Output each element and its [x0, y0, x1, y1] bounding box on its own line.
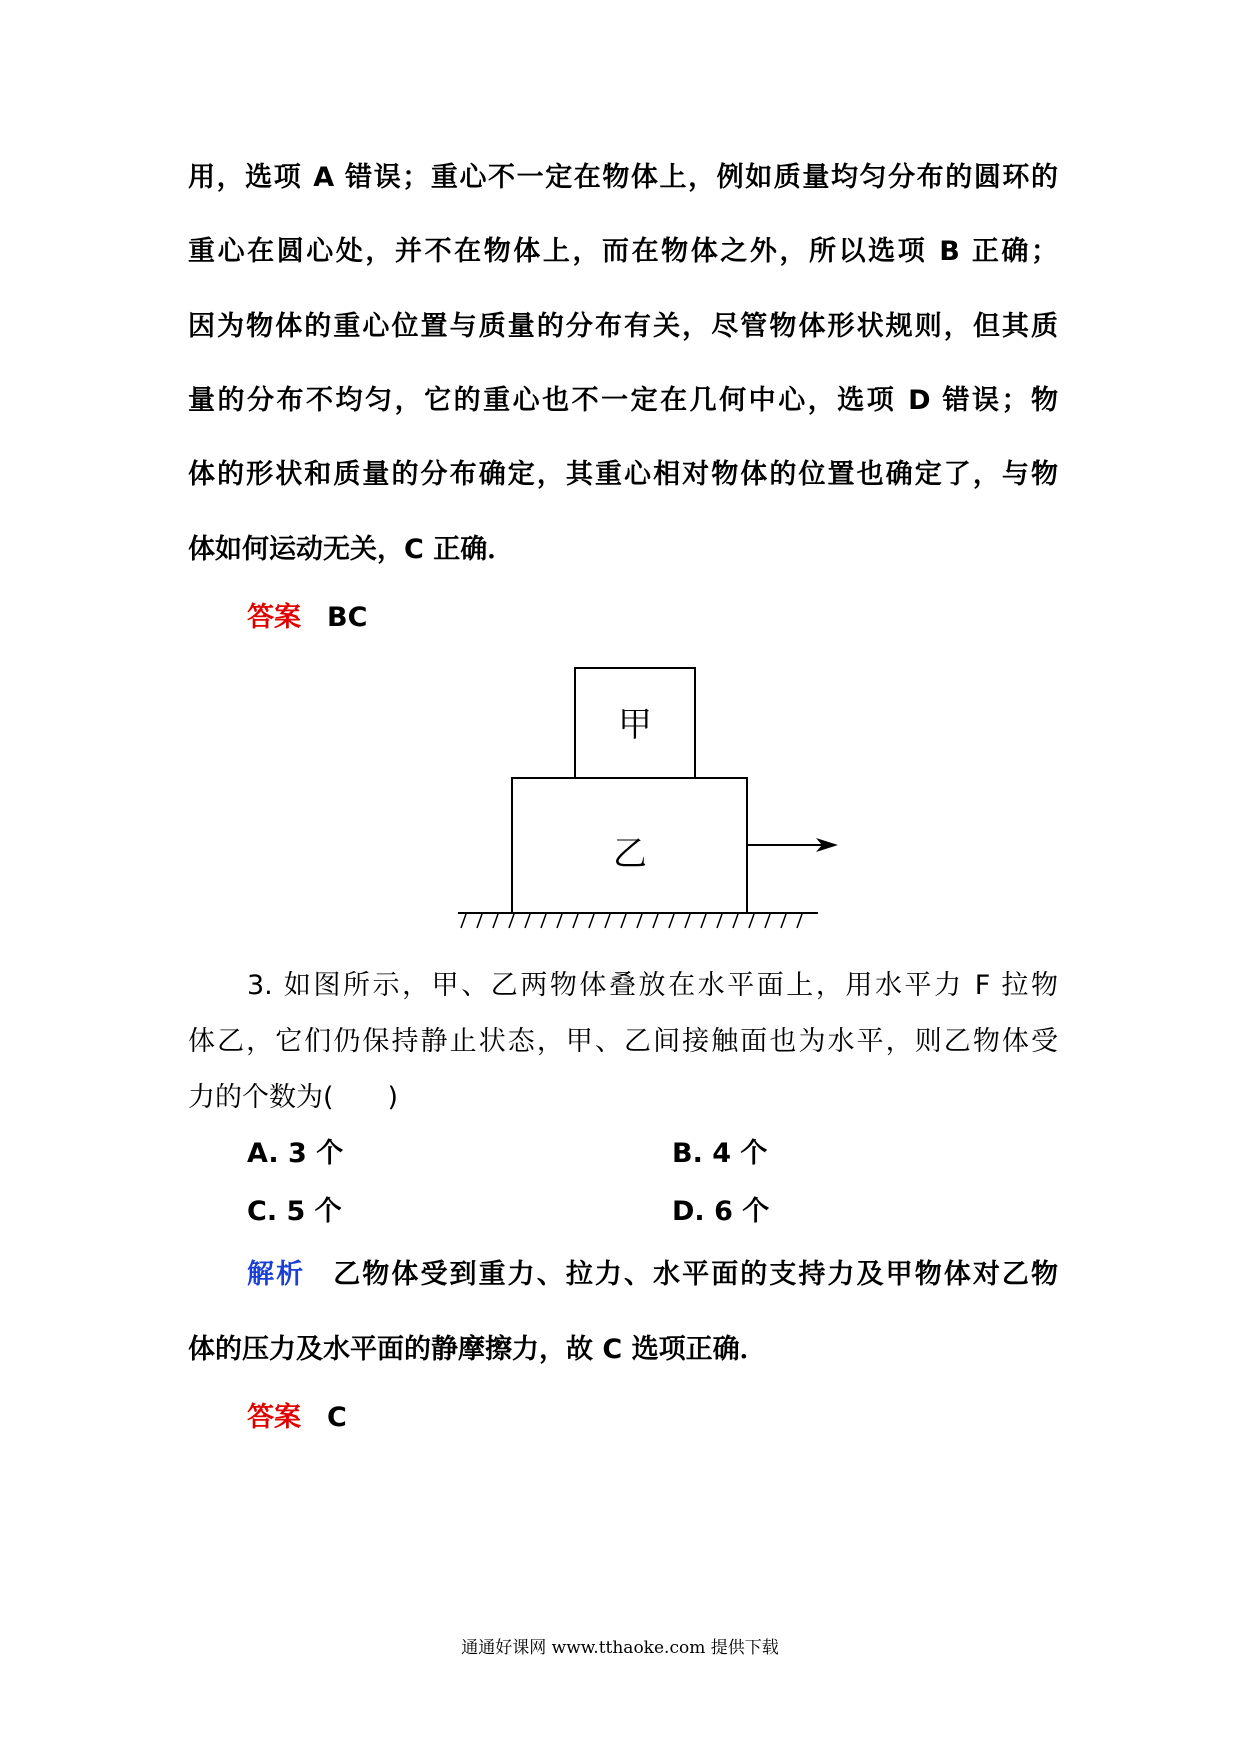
- hatch-mark: [685, 914, 690, 928]
- answer-prev: [247, 598, 1058, 638]
- hatch-mark: [621, 914, 626, 928]
- hatch-mark: [781, 914, 786, 928]
- analysis-text-1: 乙物体受到重力、拉力、水平面的支持力及甲物体对乙物: [331, 1259, 1059, 1290]
- footer-credit: 通通好课网 www.tthaoke.com 提供下载: [461, 1638, 779, 1658]
- hatch-mark: [605, 914, 610, 928]
- block-yi-label: 乙: [613, 834, 647, 874]
- stacked-blocks-figure: [440, 660, 840, 940]
- analysis-line-1: [247, 1255, 1058, 1295]
- solution-line-3: 因为物体的重心位置与质量的分布有关，尽管物体形状规则，但其质: [188, 311, 1058, 342]
- solution-line-2: 重心在圆心处，并不在物体上，而在物体之外，所以选项 B 正确；: [188, 236, 1058, 267]
- solution-line-5: 体的形状和质量的分布确定，其重心相对物体的位置也确定了，与物: [188, 459, 1058, 490]
- question-line-3: 力的个数为( ): [188, 1082, 399, 1113]
- hatch-mark: [669, 914, 674, 928]
- hatch-mark: [541, 914, 546, 928]
- hatch-mark: [701, 914, 706, 928]
- option-c: C. 5 个: [247, 1196, 342, 1227]
- hatch-mark: [573, 914, 578, 928]
- question-line-2: 体乙，它们仍保持静止状态，甲、乙间接触面也为水平，则乙物体受: [188, 1026, 1058, 1057]
- analysis-line-2: 体的压力及水平面的静摩擦力，故 C 选项正确．: [188, 1334, 767, 1365]
- hatch-mark: [477, 914, 482, 928]
- block-jia-label: 甲: [618, 705, 652, 745]
- ground-hatching: [461, 914, 802, 928]
- hatch-mark: [653, 914, 658, 928]
- hatch-mark: [749, 914, 754, 928]
- question-line-1: 3. 如图所示，甲、乙两物体叠放在水平面上，用水平力 F 拉物: [247, 970, 1058, 1001]
- hatch-mark: [589, 914, 594, 928]
- answer-value: C: [327, 1402, 347, 1433]
- solution-line-4: 量的分布不均匀，它的重心也不一定在几何中心，选项 D 错误；物: [188, 385, 1058, 416]
- hatch-mark: [461, 914, 466, 928]
- hatch-mark: [797, 914, 802, 928]
- analysis-label: 解析: [247, 1259, 306, 1290]
- hatch-mark: [637, 914, 642, 928]
- answer: [247, 1398, 1058, 1438]
- solution-line-6: 体如何运动无关，C 正确．: [188, 534, 515, 565]
- answer-prev-label: 答案: [247, 602, 301, 633]
- hatch-mark: [765, 914, 770, 928]
- hatch-mark: [717, 914, 722, 928]
- hatch-mark: [509, 914, 514, 928]
- hatch-mark: [525, 914, 530, 928]
- hatch-mark: [557, 914, 562, 928]
- answer-prev-value: BC: [327, 602, 368, 633]
- solution-line-1: 用，选项 A 错误；重心不一定在物体上，例如质量均匀分布的圆环的: [188, 162, 1058, 193]
- option-d: D. 6 个: [672, 1196, 770, 1227]
- answer-label: 答案: [247, 1402, 301, 1433]
- hatch-mark: [493, 914, 498, 928]
- option-a: A. 3 个: [247, 1138, 344, 1169]
- option-b: B. 4 个: [672, 1138, 768, 1169]
- hatch-mark: [733, 914, 738, 928]
